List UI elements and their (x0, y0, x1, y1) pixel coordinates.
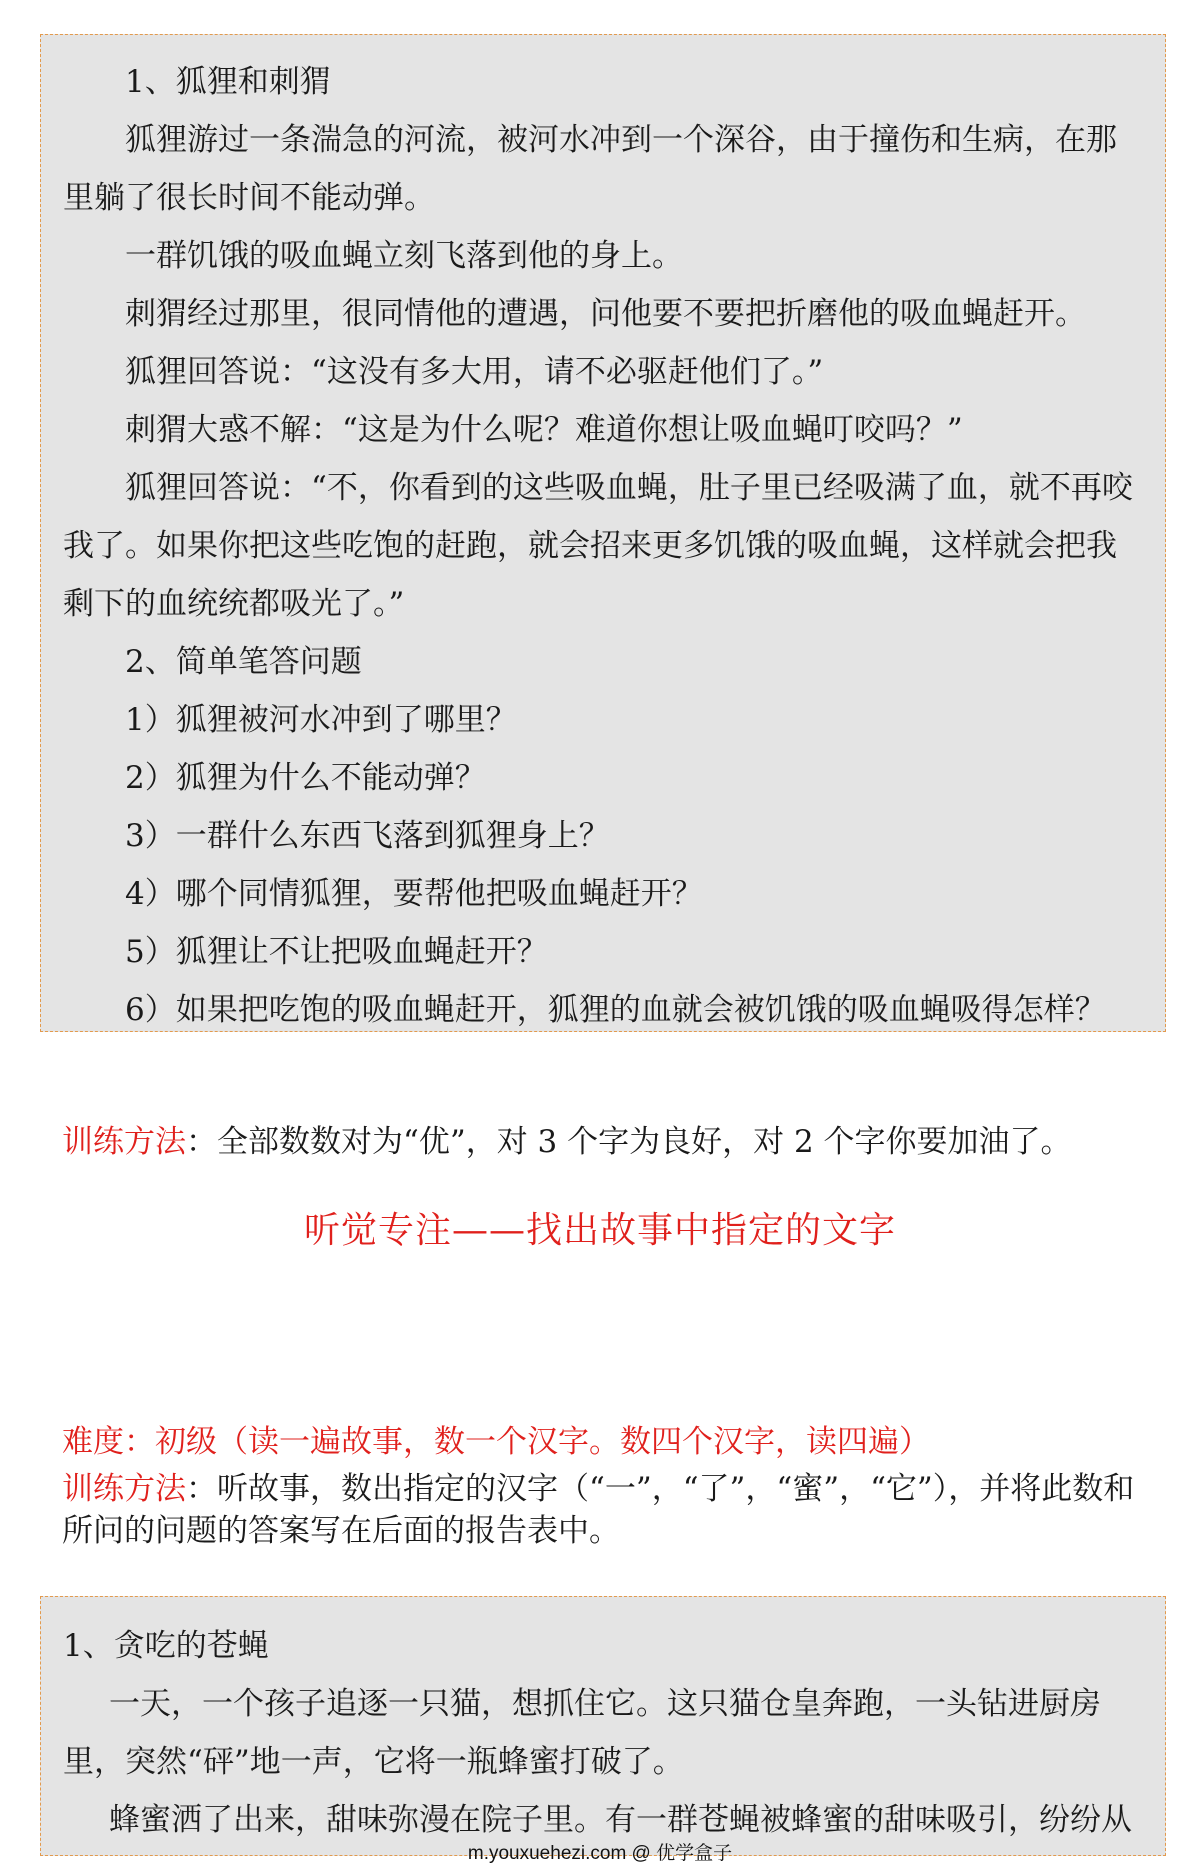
question-item: 2）狐狸为什么不能动弹？ (125, 760, 486, 796)
difficulty-line: 难度：初级（读一遍故事，数一个汉字。数四个汉字，读四遍） (62, 1424, 930, 1460)
training-method-text: ：全部数数对为“优”，对 3 个字为良好，对 2 个字你要加油了。 (186, 1124, 1072, 1160)
story-paragraph: 一天，一个孩子追逐一只猫，想抓住它。这只猫仓皇奔跑，一头钻进厨房里，突然“砰”地一声，它将一瓶蜂蜜打破了。 (63, 1686, 1101, 1780)
story-paragraph: 狐狸游过一条湍急的河流，被河水冲到一个深谷，由于撞伤和生病，在那里躺了很长时间不能动弹。 (63, 122, 1117, 216)
question-item: 5）狐狸让不让把吸血蝇赶开？ (125, 934, 548, 970)
story-box-fox-hedgehog (40, 34, 1166, 1032)
footer-watermark: m.youxuehezi.com @ 优学盒子 (467, 1843, 733, 1864)
training-method-1 (62, 1116, 1162, 1161)
question-item: 4）哪个同情狐狸，要帮他把吸血蝇赶开？ (125, 876, 703, 912)
story-heading: 1、狐狸和刺猬 (125, 64, 331, 100)
question-item: 6）如果把吃饱的吸血蝇赶开，狐狸的血就会被饥饿的吸血蝇吸得怎样？ (125, 992, 1106, 1028)
story-paragraph: 刺猬经过那里，很同情他的遭遇，问他要不要把折磨他的吸血蝇赶开。 (125, 296, 1086, 332)
story-box-greedy-flies (40, 1596, 1166, 1856)
story-paragraph: 狐狸回答说：“不，你看到的这些吸血蝇，肚子里已经吸满了血，就不再咬我了。如果你把这些吃饱的赶跑，就会招来更多饥饿的吸血蝇，这样就会把我剩下的血统统都吸光了。” (63, 470, 1133, 622)
question-item: 3）一群什么东西飞落到狐狸身上？ (125, 818, 610, 854)
training-method-label: 训练方法 (62, 1471, 186, 1507)
section-title: 听觉专注——找出故事中指定的文字 (303, 1210, 896, 1251)
story-paragraph: 蜂蜜洒了出来，甜味弥漫在院子里。有一群苍蝇被蜂蜜的甜味吸引，纷纷从 (109, 1802, 1132, 1838)
story-paragraph: 一群饥饿的吸血蝇立刻飞落到他的身上。 (125, 238, 683, 274)
training-method-label: 训练方法 (62, 1124, 186, 1160)
story-heading: 1、贪吃的苍蝇 (63, 1628, 269, 1664)
questions-heading: 2、简单笔答问题 (125, 644, 362, 680)
training-method-text: ：听故事，数出指定的汉字（“一”，“了”，“蜜”，“它”），并将此数和所问的问题的答案写在后面的报告表中。 (62, 1471, 1135, 1549)
story-paragraph: 刺猬大惑不解：“这是为什么呢？难道你想让吸血蝇叮咬吗？” (125, 412, 963, 448)
story-paragraph: 狐狸回答说：“这没有多大用，请不必驱赶他们了。” (125, 354, 824, 390)
training-method-2 (62, 1468, 1152, 1552)
question-item: 1）狐狸被河水冲到了哪里？ (125, 702, 517, 738)
